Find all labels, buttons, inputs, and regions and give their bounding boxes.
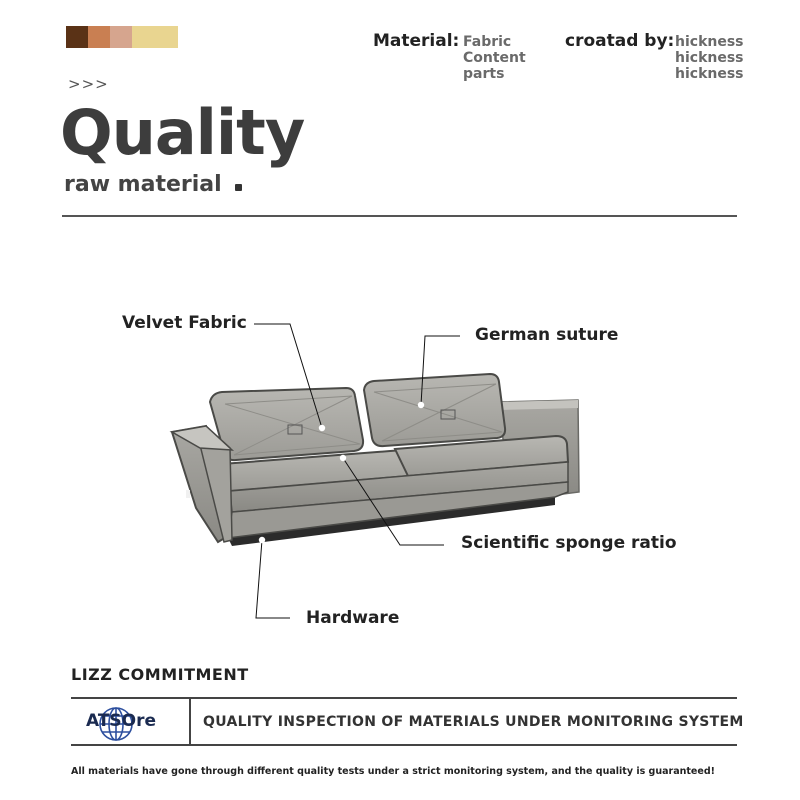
sofa-back-cushion-left xyxy=(210,388,363,460)
anchor-dot xyxy=(340,455,346,461)
anchor-dot xyxy=(418,402,424,408)
callout-sponge-ratio: Scientific sponge ratio xyxy=(461,533,677,553)
callout-german-suture: German suture xyxy=(475,325,619,345)
quality-footnote: All materials have gone through different quality tests under a strict monitoring system, and the quality is guaranteed! xyxy=(71,766,715,777)
material-value: Content xyxy=(463,50,526,66)
material-value: Fabric xyxy=(463,34,512,50)
created-by-value: hickness xyxy=(675,66,744,82)
arrows-decoration: >>> xyxy=(68,75,109,93)
created-by-value: hickness xyxy=(675,50,744,66)
commitment-bottom-rule xyxy=(71,744,737,746)
commitment-heading: LIZZ COMMITMENT xyxy=(71,665,249,684)
material-value: parts xyxy=(463,66,505,82)
page-title: Quality xyxy=(60,96,305,169)
created-by-value: hickness xyxy=(675,34,744,50)
callout-velvet-fabric: Velvet Fabric xyxy=(122,313,247,333)
commitment-top-rule xyxy=(71,697,737,699)
created-by-label: croatad by: xyxy=(565,31,675,51)
material-label: Material: xyxy=(373,31,460,51)
iso-badge-text: ATSOre xyxy=(86,711,157,731)
commitment-divider xyxy=(189,699,191,744)
page-subtitle: raw material xyxy=(64,172,222,197)
leader-hardware xyxy=(256,540,290,618)
anchor-dot xyxy=(319,425,325,431)
anchor-dot xyxy=(259,537,265,543)
commitment-statement: QUALITY INSPECTION OF MATERIALS UNDER MONITORING SYSTEM xyxy=(203,714,744,730)
callout-hardware: Hardware xyxy=(306,608,400,628)
